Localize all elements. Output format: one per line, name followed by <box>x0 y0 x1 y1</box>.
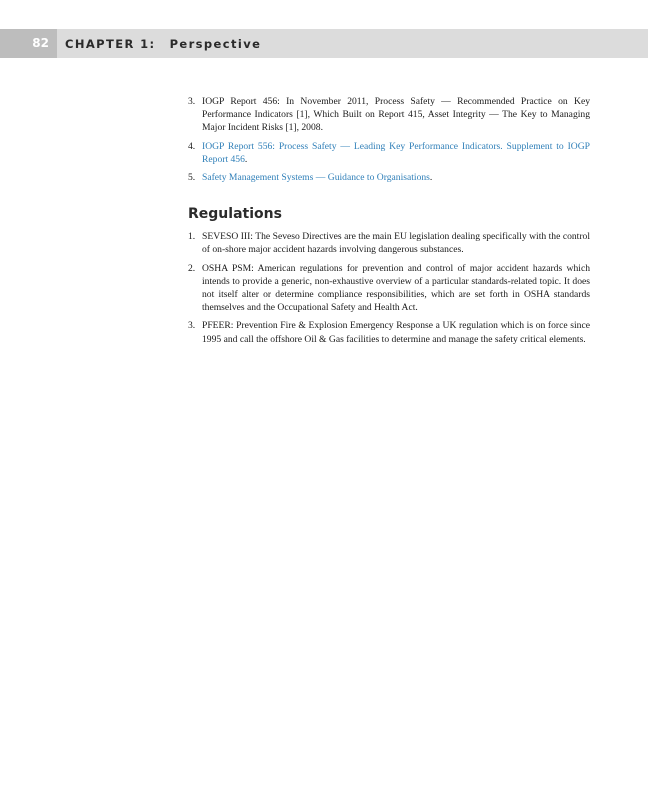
regulation-text: PFEER: Prevention Fire & Explosion Emergency Response a UK regulation which is on force since 1995 and call the offshore Oil & Gas facilities to determine and manage the safety critical elements. <box>202 320 590 345</box>
regulation-text: SEVESO III: The Seveso Directives are the main EU legislation dealing specifically with the control of on-shore major accident hazards involving dangerous substances. <box>202 231 590 256</box>
regulation-item <box>188 262 590 315</box>
section-heading: Regulations <box>188 206 282 223</box>
page-number: 82 <box>0 29 57 58</box>
reference-item <box>188 140 590 166</box>
list-number: 5. <box>188 172 196 184</box>
regulations-list <box>188 230 590 346</box>
reference-item <box>188 95 590 135</box>
list-number: 3. <box>188 96 196 107</box>
reference-trailing: . <box>429 172 433 184</box>
reference-list <box>188 95 590 184</box>
reference-item <box>188 171 590 184</box>
regulation-item <box>188 230 590 256</box>
reference-trailing: . <box>244 153 248 165</box>
regulation-item <box>188 319 590 345</box>
list-number: 3. <box>188 320 196 332</box>
reference-text: IOGP Report 456: In November 2011, Process Safety — Recommended Practice on Key Performance Indicators [1], Which Built on Report 415, Asset Integrity — The Key to Managing Major Incident Risks [1], 2008. <box>202 96 590 134</box>
main-content <box>188 95 590 351</box>
list-number: 2. <box>188 262 196 274</box>
reference-link[interactable]: Safety Management Systems — Guidance to Organisations <box>202 172 430 184</box>
chapter-title <box>65 29 261 58</box>
list-number: 1. <box>188 231 196 243</box>
running-header <box>0 29 648 58</box>
chapter-section: Perspective <box>169 37 262 51</box>
regulation-text: OSHA PSM: American regulations for prevention and control of major accident hazards which intends to provide a generic, non-exhaustive overview of a particular standards-related topic. It does not itself alter or determine compliance responsibilities, which are set forth in OSHA standards themselves and the Occupational Safety and Health Act. <box>202 262 590 314</box>
list-number: 4. <box>188 140 196 152</box>
chapter-number: CHAPTER 1: <box>65 37 156 51</box>
reference-link[interactable]: IOGP Report 556: Process Safety — Leading Key Performance Indicators. Supplement to IOGP Report 456 <box>202 140 590 165</box>
